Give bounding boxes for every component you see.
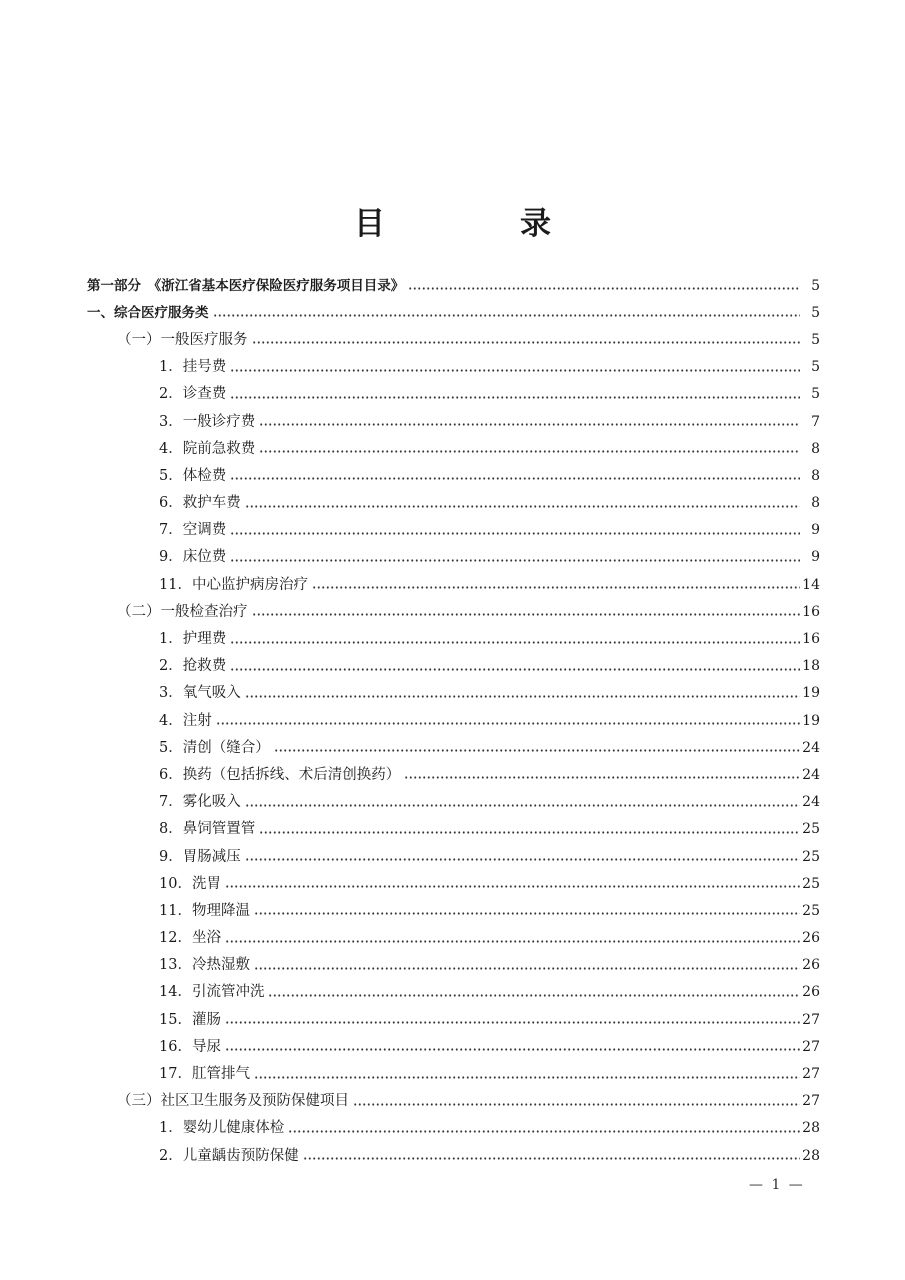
dot-leader (225, 940, 800, 943)
toc-entry-page: 26 (802, 930, 820, 947)
toc-entry-page: 28 (802, 1147, 820, 1164)
toc-entry-page: 27 (802, 1038, 820, 1055)
dot-leader (259, 450, 800, 453)
toc-entry[interactable] (0, 462, 905, 489)
toc-entry-page: 8 (811, 440, 820, 457)
toc-entry[interactable] (0, 1115, 905, 1142)
dot-leader (408, 287, 800, 290)
dot-leader (254, 967, 800, 970)
dot-leader (259, 831, 800, 834)
dot-leader (230, 532, 800, 535)
toc-entry-label: 7．空调费 (159, 522, 227, 539)
toc-entry-page: 8 (811, 495, 820, 512)
toc-entry-page: 5 (811, 359, 820, 376)
toc-entry[interactable] (0, 598, 905, 625)
dot-leader (404, 776, 800, 779)
toc-entry-page: 16 (802, 603, 820, 620)
toc-entry-label: （三）社区卫生服务及预防保健项目 (117, 1093, 349, 1110)
toc-entry-page: 25 (802, 821, 820, 838)
toc-entry[interactable] (0, 680, 905, 707)
toc-entry-label: 7．雾化吸入 (159, 794, 241, 811)
toc-entry[interactable] (0, 625, 905, 652)
dot-leader (254, 912, 800, 915)
toc-entry-label: 16．导尿 (159, 1038, 221, 1055)
toc-entry-page: 25 (802, 902, 820, 919)
dot-leader (213, 314, 801, 317)
toc-entry-page: 5 (811, 331, 820, 348)
dot-leader (288, 1130, 800, 1133)
toc-entry-label: 3．一般诊疗费 (159, 413, 256, 430)
toc-entry-label: 5．体检费 (159, 467, 227, 484)
toc-entry-page: 16 (802, 631, 820, 648)
toc-entry-page: 5 (811, 277, 820, 294)
toc-entry[interactable] (0, 761, 905, 788)
toc-entry-page: 27 (802, 1066, 820, 1083)
toc-entry-page: 5 (811, 386, 820, 403)
toc-entry[interactable] (0, 381, 905, 408)
toc-entry[interactable] (0, 925, 905, 952)
toc-entry[interactable] (0, 707, 905, 734)
dot-leader (245, 858, 800, 861)
toc-entry-label: 6．换药（包括拆线、术后清创换药） (159, 766, 401, 783)
table-of-contents (0, 272, 905, 1169)
toc-entry[interactable] (0, 490, 905, 517)
toc-entry[interactable] (0, 544, 905, 571)
toc-entry[interactable] (0, 408, 905, 435)
dot-leader (252, 341, 801, 344)
dot-leader (216, 722, 800, 725)
dot-leader (245, 505, 800, 508)
toc-entry[interactable] (0, 952, 905, 979)
toc-entry-label: 4．注射 (159, 712, 212, 729)
toc-entry-page: 25 (802, 875, 820, 892)
dot-leader (252, 613, 801, 616)
toc-entry[interactable] (0, 789, 905, 816)
toc-entry-page: 26 (802, 984, 820, 1001)
toc-entry-label: 6．救护车费 (159, 495, 241, 512)
toc-entry-page: 14 (802, 576, 820, 593)
toc-entry[interactable] (0, 571, 905, 598)
toc-entry-label: 2．儿童龋齿预防保健 (159, 1147, 299, 1164)
toc-entry-label: 2．抢救费 (159, 658, 227, 675)
toc-entry-page: 27 (802, 1011, 820, 1028)
dot-leader (230, 369, 800, 372)
toc-entry-label: 1．婴幼儿健康体检 (159, 1120, 285, 1137)
toc-entry-label: （一）一般医疗服务 (117, 331, 248, 348)
dot-leader (259, 423, 800, 426)
toc-entry[interactable] (0, 1142, 905, 1169)
toc-entry[interactable] (0, 517, 905, 544)
dot-leader (274, 749, 800, 752)
dot-leader (225, 1048, 800, 1051)
toc-entry[interactable] (0, 1006, 905, 1033)
toc-entry-label: 4．院前急救费 (159, 440, 256, 457)
toc-entry-page: 24 (802, 794, 820, 811)
dot-leader (230, 477, 800, 480)
toc-entry[interactable] (0, 1088, 905, 1115)
page-title: 目 录 (354, 206, 603, 242)
toc-entry[interactable] (0, 354, 905, 381)
dot-leader (268, 994, 800, 997)
dot-leader (230, 559, 800, 562)
toc-entry[interactable] (0, 870, 905, 897)
toc-entry-page: 26 (802, 957, 820, 974)
toc-entry-label: 第一部分 《浙江省基本医疗保险医疗服务项目目录》 (87, 277, 405, 294)
toc-entry[interactable] (0, 897, 905, 924)
toc-entry[interactable] (0, 653, 905, 680)
toc-entry[interactable] (0, 299, 905, 326)
dot-leader (225, 885, 800, 888)
toc-entry-page: 18 (802, 658, 820, 675)
toc-entry-label: （二）一般检查治疗 (117, 603, 248, 620)
toc-entry-label: 3．氧气吸入 (159, 685, 241, 702)
toc-entry-page: 19 (802, 685, 820, 702)
toc-entry-label: 8．鼻饲管置管 (159, 821, 256, 838)
toc-entry-label: 11．物理降温 (159, 902, 250, 919)
toc-entry-page: 8 (811, 467, 820, 484)
dot-leader (303, 1157, 800, 1160)
toc-entry-label: 10．洗胃 (159, 875, 221, 892)
toc-entry-label: 15．灌肠 (159, 1011, 221, 1028)
toc-entry[interactable] (0, 979, 905, 1006)
toc-entry[interactable] (0, 1060, 905, 1087)
toc-entry-label: 17．肛管排气 (159, 1066, 250, 1083)
toc-entry-label: 5．清创（缝合） (159, 739, 270, 756)
toc-entry-page: 9 (811, 549, 820, 566)
toc-entry-page: 7 (811, 413, 820, 430)
page-number: — 1 — (749, 1177, 805, 1193)
toc-entry[interactable] (0, 1033, 905, 1060)
toc-entry-label: 9．胃肠减压 (159, 848, 241, 865)
toc-entry[interactable] (0, 272, 905, 299)
toc-entry-label: 11．中心监护病房治疗 (159, 576, 308, 593)
toc-entry[interactable] (0, 435, 905, 462)
toc-entry-page: 27 (802, 1093, 820, 1110)
dot-leader (245, 804, 800, 807)
toc-entry-label: 14．引流管冲洗 (159, 984, 265, 1001)
dot-leader (245, 695, 800, 698)
toc-entry-page: 24 (802, 766, 820, 783)
toc-entry-label: 一、综合医疗服务类 (87, 304, 209, 321)
toc-entry-page: 19 (802, 712, 820, 729)
toc-entry-page: 24 (802, 739, 820, 756)
toc-entry-label: 1．护理费 (159, 631, 227, 648)
toc-entry-label: 12．坐浴 (159, 930, 221, 947)
dot-leader (312, 586, 800, 589)
toc-entry-page: 5 (811, 304, 820, 321)
toc-entry-label: 13．冷热湿敷 (159, 957, 250, 974)
toc-entry[interactable] (0, 734, 905, 761)
dot-leader (353, 1103, 800, 1106)
toc-entry[interactable] (0, 326, 905, 353)
dot-leader (230, 396, 800, 399)
toc-entry-label: 1．挂号费 (159, 359, 227, 376)
toc-entry-page: 28 (802, 1120, 820, 1137)
dot-leader (230, 668, 800, 671)
dot-leader (225, 1021, 800, 1024)
toc-entry[interactable] (0, 843, 905, 870)
toc-entry-page: 25 (802, 848, 820, 865)
toc-entry-page: 9 (811, 522, 820, 539)
toc-entry-label: 2．诊查费 (159, 386, 227, 403)
toc-entry-label: 9．床位费 (159, 549, 227, 566)
dot-leader (254, 1076, 800, 1079)
toc-entry[interactable] (0, 816, 905, 843)
dot-leader (230, 641, 800, 644)
